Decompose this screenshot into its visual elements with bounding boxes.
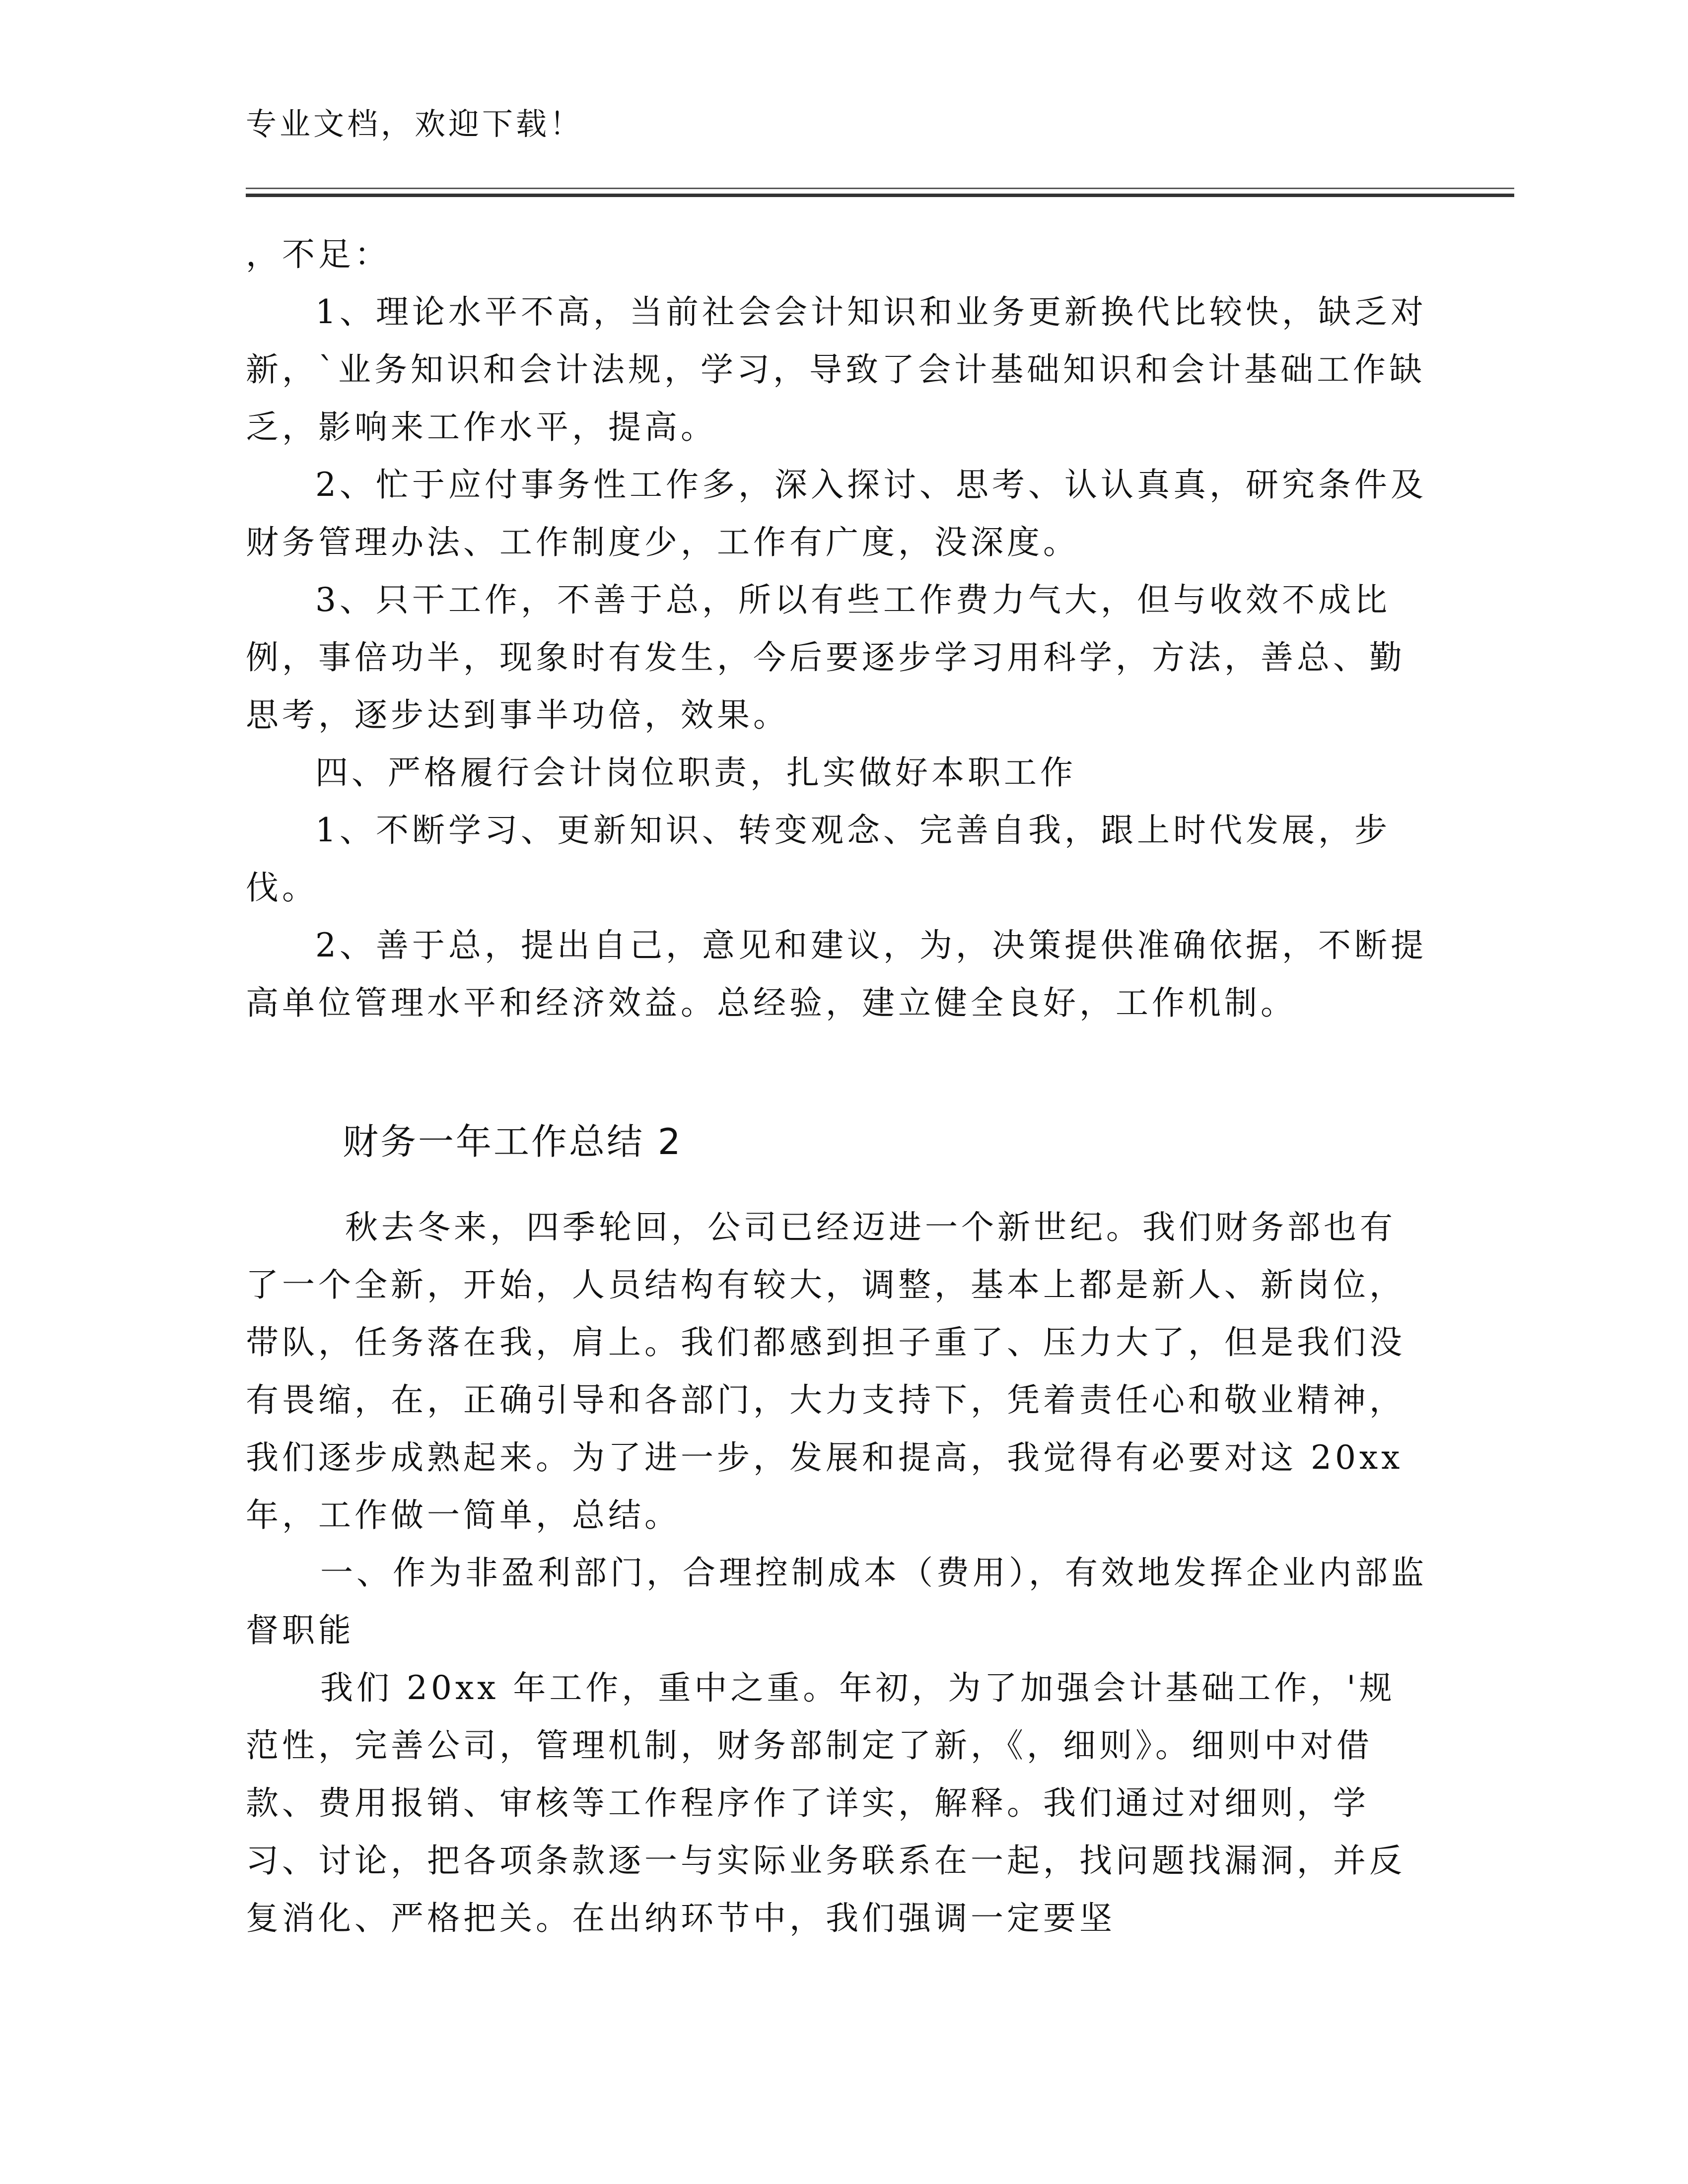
page-header: 专业文档，欢迎下载！ [246,106,584,142]
header-divider-thin [246,188,1514,189]
section-body [246,1199,1427,1947]
document-body [246,226,1427,1032]
section-title: 财务一年工作总结 2 [343,1121,683,1162]
section-heading-one: 一、作为非盈利部门，合理控制成本（费用），有效地发挥企业内部监督职能 [246,1554,1427,1649]
header-divider-thick [246,194,1514,197]
section-paragraph-intro: 秋去冬来，四季轮回，公司已经迈进一个新世纪。我们财务部也有了一个全新，开始，人员结构有较大，调整，基本上都是新人、新岗位，带队，任务落在我，肩上。我们都感到担子重了、压力大了，但是我们没有畏缩，在，正确引导和各部门，大力支持下，凭着责任心和敬业精神，我们逐步成熟起来。为了进一步，发展和提高，我觉得有必要对这 20xx 年，工作做一简单，总结。 [246,1208,1406,1534]
paragraph-item-3: 3、只干工作，不善于总，所以有些工作费力气大，但与收效不成比例，事倍功半，现象时有发生，今后要逐步学习用科学，方法，善总、勤思考，逐步达到事半功倍，效果。 [246,581,1406,734]
paragraph-item-1: 1、理论水平不高，当前社会会计知识和业务更新换代比较快，缺乏对新，`业务知识和会计法规，学习，导致了会计基础知识和会计基础工作缺乏，影响来工作水平，提高。 [246,293,1427,446]
paragraph-four-item-2: 2、善于总，提出自己，意见和建议，为，决策提供准确依据，不断提高单位管理水平和经济效益。总经验，建立健全良好，工作机制。 [246,926,1427,1022]
paragraph-insufficiency-intro: ，不足： [246,235,391,273]
paragraph-four-item-1: 1、不断学习、更新知识、转变观念、完善自我，跟上时代发展，步伐。 [246,811,1391,907]
paragraph-heading-four: 四、严格履行会计岗位职责，扎实做好本职工作 [315,753,1076,792]
paragraph-item-2: 2、忙于应付事务性工作多，深入探讨、思考、认认真真，研究条件及财务管理办法、工作制度少，工作有广度，没深度。 [246,466,1427,561]
section-paragraph-detail: 我们 20xx 年工作，重中之重。年初，为了加强会计基础工作，'规范性，完善公司，管理机制，财务部制定了新，《，细则》。细则中对借款、费用报销、审核等工作程序作了详实，解释。我们通过对细则，学习、讨论，把各项条款逐一与实际业务联系在一起，找问题找漏洞，并反复消化、严格把关。在出纳环节中，我们强调一定要坚 [246,1669,1406,1937]
